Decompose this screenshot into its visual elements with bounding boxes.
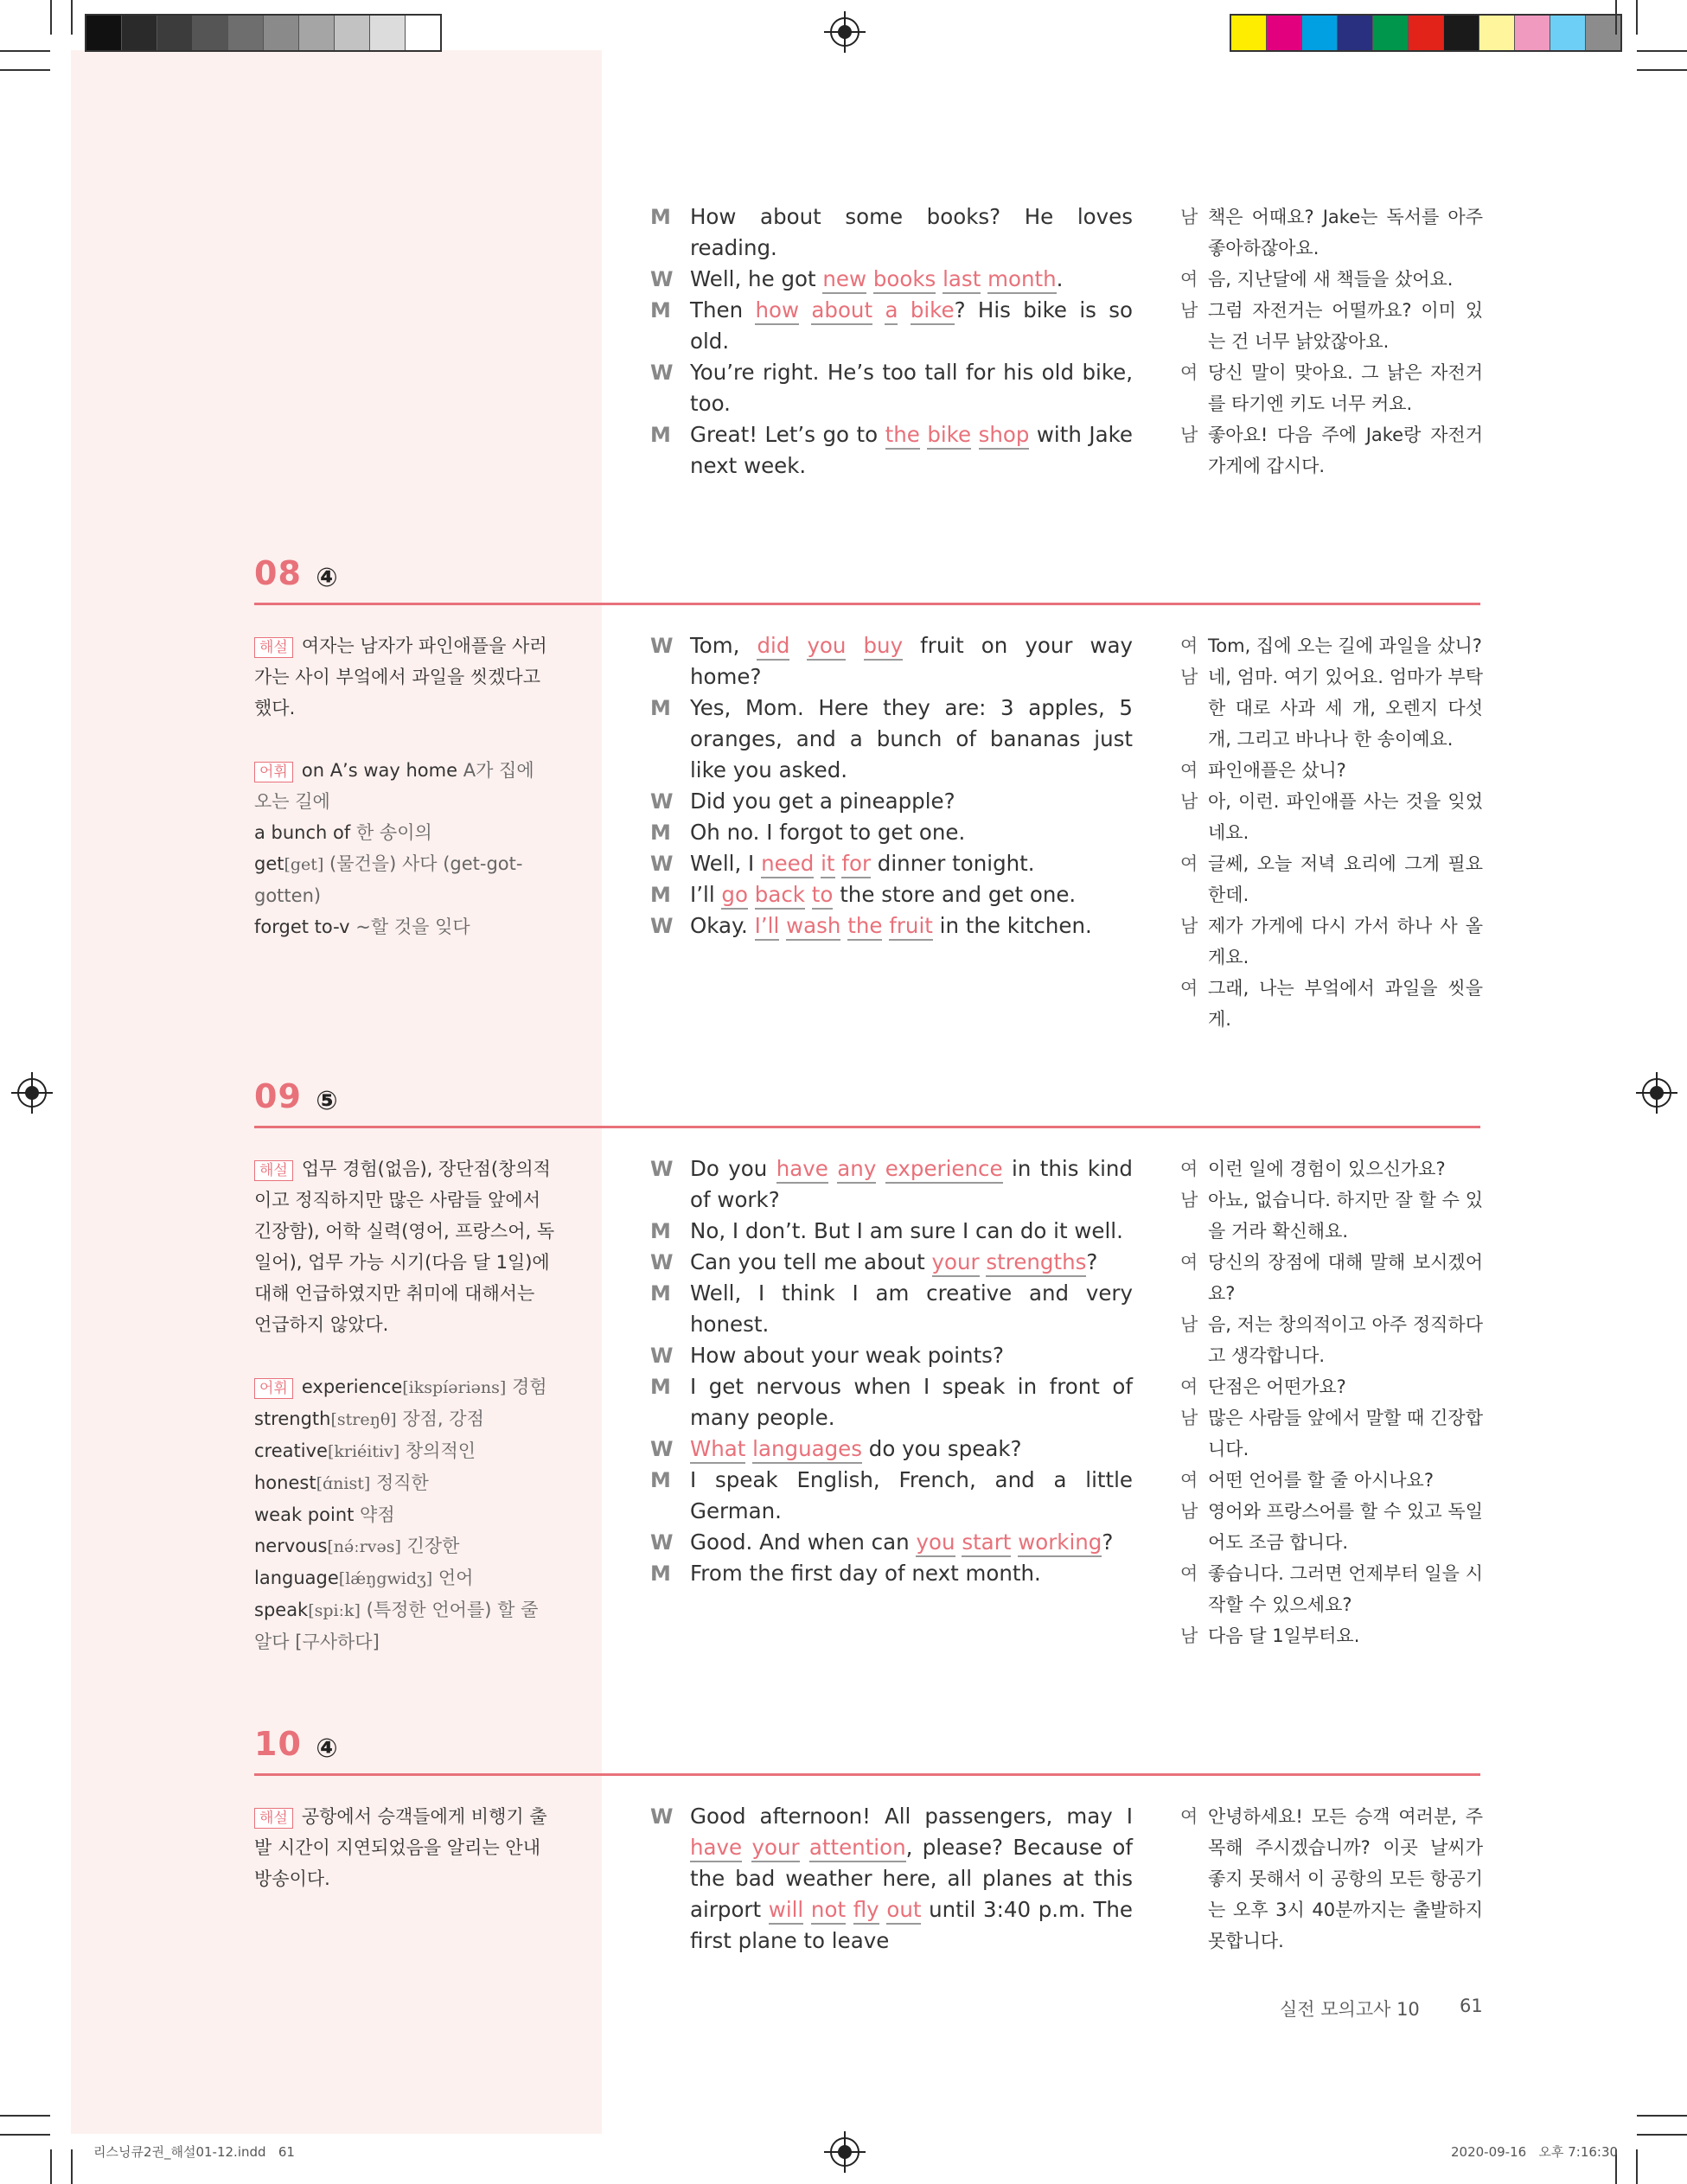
blank-answer: out: [886, 1897, 921, 1925]
translation-text: 안녕하세요! 모든 승객 여러분, 주목해 주시겠습니까? 이곳 날씨가 좋지 못해서 이 공항의 모든 항공기는 오후 3시 40분까지는 출발하지 못합니다.: [1208, 1806, 1483, 1951]
vocab-meaning: A가 집에 오는 길에: [254, 760, 534, 812]
translation-07-continued: [1180, 201, 1483, 482]
translation-line: [1180, 1620, 1483, 1651]
note-line: 해설 업무 경험(없음), 장단점(창의적이고 정직하지만 많은 사람들 앞에서 긴장함), 어학 실력(영어, 프랑스어, 독일어), 업무 가능 시기(다음 달 1일)에 대해 언급하였지만 취미에 대해서는 언급하지 않았다.: [254, 1159, 555, 1335]
note-tag: 해설: [254, 1160, 293, 1181]
translation-line: [1180, 1371, 1483, 1402]
translation-08: [1180, 630, 1483, 1035]
pronunciation: [lǽŋgwidʒ]: [338, 1569, 433, 1588]
note-line: [254, 817, 557, 848]
dialogue-text: Okay. I’ll wash the fruit in the kitchen.: [690, 910, 1133, 942]
dialogue-line: [650, 1247, 1133, 1278]
translation-line: [1180, 1558, 1483, 1620]
color-swatch: [370, 16, 406, 50]
speaker-label: 여: [1180, 1470, 1198, 1491]
color-swatch: [1267, 16, 1302, 50]
blank-answer: to: [812, 882, 834, 910]
speaker-label: 여: [1180, 1376, 1198, 1397]
dialogue-07-continued: [650, 201, 1133, 482]
speaker-label: 여: [1180, 269, 1198, 290]
vocab-meaning: 창의적인: [405, 1440, 476, 1461]
dialogue-line: [650, 693, 1133, 786]
translation-09: [1180, 1153, 1483, 1651]
dialogue-line: [650, 1340, 1133, 1371]
pronunciation: [get]: [284, 855, 324, 874]
dialogue-text: Great! Let’s go to the bike shop with Jake next week.: [690, 422, 1133, 478]
vocab-word: honest: [254, 1472, 316, 1493]
blank-answer: any: [837, 1156, 876, 1184]
note-line: [254, 1435, 557, 1467]
note-line: [254, 1499, 557, 1530]
translation-line: [1180, 786, 1483, 848]
translation-text: 음, 저는 창의적이고 아주 정직하다고 생각합니다.: [1208, 1314, 1483, 1366]
dialogue-text: How about your weak points?: [690, 1343, 1004, 1368]
color-swatch: [1515, 16, 1550, 50]
dialogue-line: [650, 1153, 1133, 1216]
speaker-label: W: [650, 634, 674, 658]
translation-text: 아, 이런. 파인애플 사는 것을 잊었네요.: [1208, 791, 1483, 843]
speaker-label: W: [650, 1804, 674, 1829]
translation-line: [1180, 419, 1483, 482]
registration-mark-icon: [830, 2137, 859, 2167]
crop-mark: [1615, 0, 1617, 35]
translation-text: Tom, 집에 오는 길에 과일을 샀니?: [1208, 635, 1482, 656]
dialogue-text: From the first day of next month.: [690, 1561, 1041, 1586]
blank-answer: did: [757, 633, 789, 661]
blank-answer: last: [943, 266, 981, 294]
dialogue-text: Well, I need it for dinner tonight.: [690, 848, 1133, 879]
registration-mark-icon: [1642, 1078, 1671, 1108]
translation-text: 많은 사람들 앞에서 말할 때 긴장합니다.: [1208, 1408, 1483, 1459]
vocab-word: weak point: [254, 1504, 355, 1525]
blank-answer: strengths: [986, 1249, 1086, 1277]
speaker-label: W: [650, 361, 674, 385]
color-swatch: [299, 16, 335, 50]
translation-text: 영어와 프랑스어를 할 수 있고 독일어도 조금 합니다.: [1208, 1501, 1483, 1553]
note-line: [254, 911, 557, 942]
crop-mark: [50, 0, 52, 35]
dialogue-line: [650, 1216, 1133, 1247]
translation-line: [1180, 1153, 1483, 1185]
note-tag: 해설: [254, 1808, 293, 1829]
spacer: [254, 1340, 557, 1371]
speaker-label: M: [650, 1281, 671, 1306]
blank-answer: books: [873, 266, 936, 294]
color-swatch: [264, 16, 299, 50]
dialogue-text: Well, I think I am creative and very honest.: [690, 1280, 1133, 1337]
page-number: 61: [1460, 1996, 1483, 2016]
speaker-label: W: [650, 1530, 674, 1555]
note-line: [254, 1562, 557, 1594]
speaker-label: W: [650, 852, 674, 876]
registration-mark-icon: [830, 17, 859, 47]
color-swatch: [1409, 16, 1444, 50]
dialogue-text: Can you tell me about your strengths?: [690, 1247, 1133, 1278]
color-swatch: [1444, 16, 1479, 50]
dialogue-line: [650, 879, 1133, 910]
dialogue-text: Well, he got new books last month.: [690, 264, 1133, 295]
blank-answer: buy: [864, 633, 904, 661]
dialogue-text: How about some books? He loves reading.: [690, 204, 1133, 260]
crop-mark: [1637, 69, 1687, 71]
section-header-08: [254, 551, 1480, 605]
dialogue-text: Did you get a pineapple?: [690, 789, 955, 814]
translation-line: [1180, 1801, 1483, 1957]
color-swatch: [1231, 16, 1267, 50]
pronunciation: [ikspíəriəns]: [402, 1378, 507, 1397]
blank-answer: how: [755, 297, 799, 325]
translation-text: 다음 달 1일부터요.: [1208, 1625, 1360, 1646]
speaker-label: 남: [1180, 300, 1198, 321]
vocab-meaning: 장점, 강점: [402, 1408, 484, 1429]
explanation-10: [254, 1801, 557, 1894]
dialogue-line: [650, 1527, 1133, 1558]
speaker-label: M: [650, 423, 671, 447]
speaker-label: M: [650, 298, 671, 322]
crop-mark: [0, 2115, 50, 2117]
blank-answer: languages: [752, 1436, 862, 1464]
translation-text: 파인애플은 샀니?: [1208, 760, 1346, 781]
speaker-label: 남: [1180, 1625, 1198, 1646]
note-tag: 어휘: [254, 762, 293, 782]
speaker-label: M: [650, 1219, 671, 1243]
speaker-label: W: [650, 789, 674, 814]
question-number: 09: [254, 1077, 302, 1115]
translation-line: [1180, 848, 1483, 910]
translation-text: 책은 어때요? Jake는 독서를 아주 좋아하잖아요.: [1208, 207, 1483, 259]
blank-answer: attention: [809, 1835, 906, 1862]
speaker-label: W: [650, 1157, 674, 1181]
vocab-word: forget to-v: [254, 916, 350, 937]
vocab-word: get: [254, 853, 284, 874]
blank-answer: What: [690, 1436, 745, 1464]
note-line: [254, 1467, 557, 1499]
note-line: [254, 1371, 557, 1403]
crop-mark: [71, 0, 73, 35]
blank-answer: your: [751, 1835, 799, 1862]
pronunciation: [nə́ːrvəs]: [327, 1537, 401, 1556]
speaker-label: 남: [1180, 207, 1198, 227]
speaker-label: M: [650, 883, 671, 907]
vocab-word: creative: [254, 1440, 328, 1461]
section-header-09: [254, 1074, 1480, 1128]
speaker-label: 여: [1180, 362, 1198, 383]
speaker-label: 남: [1180, 1408, 1198, 1428]
note-tag: 해설: [254, 637, 293, 658]
registration-mark-icon: [17, 1078, 47, 1108]
translation-text: 어떤 언어를 할 줄 아시나요?: [1208, 1470, 1434, 1491]
vocab-meaning: 한 송이의: [355, 822, 432, 843]
translation-line: [1180, 661, 1483, 755]
slug-filename: 리스닝큐2권_해설01-12.indd 61: [93, 2144, 295, 2160]
slug-date: 2020-09-16 오후 7:16:30: [1451, 2144, 1619, 2160]
vocab-meaning: 긴장한: [406, 1536, 460, 1556]
note-line: [254, 1530, 557, 1562]
blank-answer: it: [821, 851, 834, 878]
blank-answer: wash: [786, 913, 840, 941]
dialogue-text: Oh no. I forgot to get one.: [690, 820, 966, 845]
vocab-word: speak: [254, 1600, 309, 1620]
translation-line: [1180, 1247, 1483, 1309]
spacer: [254, 724, 557, 755]
speaker-label: W: [650, 1437, 674, 1461]
blank-answer: start: [962, 1529, 1011, 1557]
speaker-label: 여: [1180, 635, 1198, 656]
speaker-label: 여: [1180, 760, 1198, 781]
crop-mark: [71, 2149, 73, 2184]
dialogue-10: [650, 1801, 1133, 1957]
translation-line: [1180, 264, 1483, 295]
dialogue-text: I speak English, French, and a little German.: [690, 1467, 1133, 1523]
crop-mark: [1637, 50, 1687, 52]
speaker-label: 남: [1180, 916, 1198, 936]
note-line: [254, 1403, 557, 1435]
dialogue-text: Then how about a bike? His bike is so old.: [690, 297, 1134, 354]
note-line: 해설 공항에서 승객들에게 비행기 출발 시간이 지연되었음을 알리는 안내 방송이다.: [254, 1806, 547, 1889]
translation-line: [1180, 910, 1483, 973]
crop-mark: [0, 69, 50, 71]
speaker-label: M: [650, 1561, 671, 1586]
dialogue-line: [650, 630, 1133, 693]
dialogue-text: Good afternoon! All passengers, may I have your attention, please? Because of the bad weather here, all planes at this airport will not fly out until 3:40 p.m. The first plane to leave: [690, 1804, 1133, 1953]
blank-answer: have: [690, 1835, 742, 1862]
translation-text: 음, 지난달에 새 책들을 샀어요.: [1208, 269, 1454, 290]
blank-answer: the: [847, 913, 882, 941]
color-swatch: [335, 16, 370, 50]
translation-line: [1180, 630, 1483, 661]
blank-answer: fruit: [889, 913, 933, 941]
answer-circle: ④: [316, 1734, 338, 1764]
dialogue-line: [650, 910, 1133, 942]
vocab-meaning: (물건을) 사다 (get-got-gotten): [254, 853, 523, 906]
dialogue-text: Good. And when can you start working?: [690, 1527, 1133, 1558]
color-swatch: [1302, 16, 1338, 50]
translation-text: 네, 엄마. 여기 있어요. 엄마가 부탁한 대로 사과 세 개, 오렌지 다섯 개, 그리고 바나나 한 송이예요.: [1208, 667, 1483, 750]
translation-text: 당신의 장점에 대해 말해 보시겠어요?: [1208, 1252, 1483, 1304]
dialogue-08: [650, 630, 1133, 942]
answer-circle: ⑤: [316, 1086, 338, 1116]
dialogue-text: No, I don’t. But I am sure I can do it well.: [690, 1218, 1123, 1243]
translation-text: 그래, 나는 부엌에서 과일을 씻을게.: [1208, 978, 1483, 1030]
translation-line: [1180, 1496, 1483, 1558]
speaker-label: 여: [1180, 978, 1198, 999]
blank-answer: have: [776, 1156, 828, 1184]
blank-answer: fly: [853, 1897, 879, 1925]
vocab-meaning: 약점: [360, 1504, 395, 1525]
blank-answer: your: [932, 1249, 980, 1277]
color-bar: [1230, 14, 1622, 52]
pronunciation: [ɑ́nist]: [316, 1474, 371, 1493]
translation-text: 글쎄, 오늘 저녁 요리에 그게 필요한데.: [1208, 853, 1483, 905]
translation-line: [1180, 295, 1483, 357]
color-swatch: [1550, 16, 1586, 50]
translation-line: [1180, 755, 1483, 786]
explanation-09: [254, 1153, 557, 1657]
dialogue-line: [650, 1278, 1133, 1340]
translation-text: 제가 가게에 다시 가서 하나 사 올게요.: [1208, 916, 1483, 967]
blank-answer: new: [822, 266, 866, 294]
color-swatch: [122, 16, 157, 50]
dialogue-text: You’re right. He’s too tall for his old bike, too.: [690, 360, 1133, 416]
vocab-word: strength: [254, 1408, 331, 1429]
vocab-word: a bunch of: [254, 822, 351, 843]
translation-text: 아뇨, 없습니다. 하지만 잘 할 수 있을 거라 확신해요.: [1208, 1190, 1483, 1242]
blank-answer: bike: [927, 422, 971, 450]
blank-answer: experience: [885, 1156, 1003, 1184]
color-swatch: [1479, 16, 1515, 50]
blank-answer: you: [807, 633, 846, 661]
translation-text: 좋습니다. 그러면 언제부터 일을 시작할 수 있으세요?: [1208, 1563, 1483, 1615]
pronunciation: [streŋθ]: [330, 1410, 397, 1429]
vocab-meaning: 경험: [512, 1376, 547, 1397]
vocab-word: nervous: [254, 1536, 328, 1556]
speaker-label: 남: [1180, 1314, 1198, 1335]
vocab-word: on A’s way home: [301, 760, 458, 781]
vocab-word: language: [254, 1568, 339, 1588]
speaker-label: 여: [1180, 853, 1198, 874]
crop-mark: [50, 2149, 52, 2184]
crop-mark: [1636, 2149, 1638, 2184]
section-header-10: [254, 1721, 1480, 1776]
note-line: 해설 여자는 남자가 파인애플을 사러 가는 사이 부엌에서 과일을 씻겠다고 했다.: [254, 635, 547, 718]
dialogue-text: Yes, Mom. Here they are: 3 apples, 5 oranges, and a bunch of bananas just like you asked.: [690, 695, 1133, 782]
translation-text: 당신 말이 맞아요. 그 낡은 자전거를 타기엔 키도 너무 커요.: [1208, 362, 1483, 414]
color-swatch: [406, 16, 440, 50]
speaker-label: M: [650, 1375, 671, 1399]
question-number: 08: [254, 554, 302, 592]
dialogue-line: [650, 848, 1133, 879]
speaker-label: 여: [1180, 1806, 1198, 1827]
vocab-meaning: ~할 것을 잊다: [355, 916, 470, 937]
dialogue-line: [650, 295, 1133, 357]
color-swatch: [1338, 16, 1373, 50]
translation-text: 단점은 어떤가요?: [1208, 1376, 1346, 1397]
dialogue-text: Do you have any experience in this kind of work?: [690, 1156, 1133, 1212]
translation-line: [1180, 357, 1483, 419]
crop-mark: [1637, 2134, 1687, 2136]
note-line: [254, 848, 557, 911]
dialogue-line: [650, 357, 1133, 419]
vocab-word: experience: [301, 1376, 403, 1397]
translation-line: [1180, 201, 1483, 264]
crop-mark: [0, 50, 50, 52]
translation-text: 좋아요! 다음 주에 Jake랑 자전거 가게에 갑시다.: [1208, 425, 1483, 476]
running-footer-label: 실전 모의고사 10: [1280, 1999, 1420, 2020]
pronunciation: [kriéitiv]: [327, 1442, 400, 1461]
blank-answer: bike: [911, 297, 955, 325]
note-tag: 어휘: [254, 1378, 293, 1399]
translation-line: [1180, 973, 1483, 1035]
dialogue-09: [650, 1153, 1133, 1589]
blank-answer: will: [769, 1897, 803, 1925]
dialogue-text: What languages do you speak?: [690, 1434, 1133, 1465]
blank-answer: the: [885, 422, 920, 450]
blank-answer: working: [1018, 1529, 1102, 1557]
blank-answer: for: [841, 851, 871, 878]
blank-answer: month: [987, 266, 1057, 294]
dialogue-line: [650, 1371, 1133, 1434]
blank-answer: a: [885, 297, 898, 325]
color-swatch: [193, 16, 228, 50]
translation-text: 그럼 자전거는 어떨까요? 이미 있는 건 너무 낡았잖아요.: [1208, 300, 1483, 352]
vocab-meaning: 언어: [438, 1568, 474, 1588]
color-swatch: [86, 16, 122, 50]
speaker-label: 남: [1180, 667, 1198, 687]
color-swatch: [228, 16, 264, 50]
dialogue-line: [650, 1558, 1133, 1589]
dialogue-text: I’ll go back to the store and get one.: [690, 879, 1133, 910]
gray-color-bar: [85, 14, 442, 52]
dialogue-line: [650, 1434, 1133, 1465]
dialogue-line: [650, 201, 1133, 264]
dialogue-line: [650, 817, 1133, 848]
dialogue-line: [650, 264, 1133, 295]
color-swatch: [157, 16, 193, 50]
question-number: 10: [254, 1725, 302, 1763]
note-line: [254, 1594, 557, 1657]
speaker-label: W: [650, 267, 674, 291]
note-line: [254, 755, 557, 817]
blank-answer: you: [916, 1529, 955, 1557]
blank-answer: about: [811, 297, 872, 325]
translation-10: [1180, 1801, 1483, 1957]
blank-answer: shop: [979, 422, 1030, 450]
blank-answer: back: [755, 882, 805, 910]
speaker-label: M: [650, 1468, 671, 1492]
explanation-08: [254, 630, 557, 942]
translation-line: [1180, 1465, 1483, 1496]
translation-text: 이런 일에 경험이 있으신가요?: [1208, 1159, 1446, 1179]
speaker-label: W: [650, 1250, 674, 1274]
speaker-label: 남: [1180, 791, 1198, 812]
speaker-label: 여: [1180, 1563, 1198, 1584]
blank-answer: I’ll: [755, 913, 780, 941]
speaker-label: M: [650, 696, 671, 720]
speaker-label: 남: [1180, 425, 1198, 445]
speaker-label: 남: [1180, 1190, 1198, 1210]
translation-line: [1180, 1309, 1483, 1371]
dialogue-line: [650, 419, 1133, 482]
dialogue-line: [650, 1801, 1133, 1957]
speaker-label: W: [650, 914, 674, 938]
dialogue-text: I get nervous when I speak in front of many people.: [690, 1374, 1133, 1430]
crop-mark: [1637, 2115, 1687, 2117]
blank-answer: go: [721, 882, 748, 910]
blank-answer: not: [811, 1897, 846, 1925]
vocab-meaning: (특정한 언어를) 할 줄 알다 [구사하다]: [254, 1600, 539, 1652]
speaker-label: M: [650, 205, 671, 229]
crop-mark: [1636, 0, 1638, 35]
speaker-label: M: [650, 821, 671, 845]
speaker-label: 여: [1180, 1159, 1198, 1179]
blank-answer: need: [761, 851, 814, 878]
translation-line: [1180, 1185, 1483, 1247]
speaker-label: 여: [1180, 1252, 1198, 1273]
answer-circle: ④: [316, 563, 338, 593]
dialogue-text: Tom, did you buy fruit on your way home?: [690, 633, 1133, 689]
pronunciation: [spiːk]: [308, 1601, 361, 1620]
dialogue-line: [650, 786, 1133, 817]
speaker-label: 남: [1180, 1501, 1198, 1522]
color-swatch: [1373, 16, 1409, 50]
crop-mark: [0, 2134, 50, 2136]
translation-line: [1180, 1402, 1483, 1465]
vocab-meaning: 정직한: [375, 1472, 429, 1493]
dialogue-line: [650, 1465, 1133, 1527]
speaker-label: W: [650, 1344, 674, 1368]
